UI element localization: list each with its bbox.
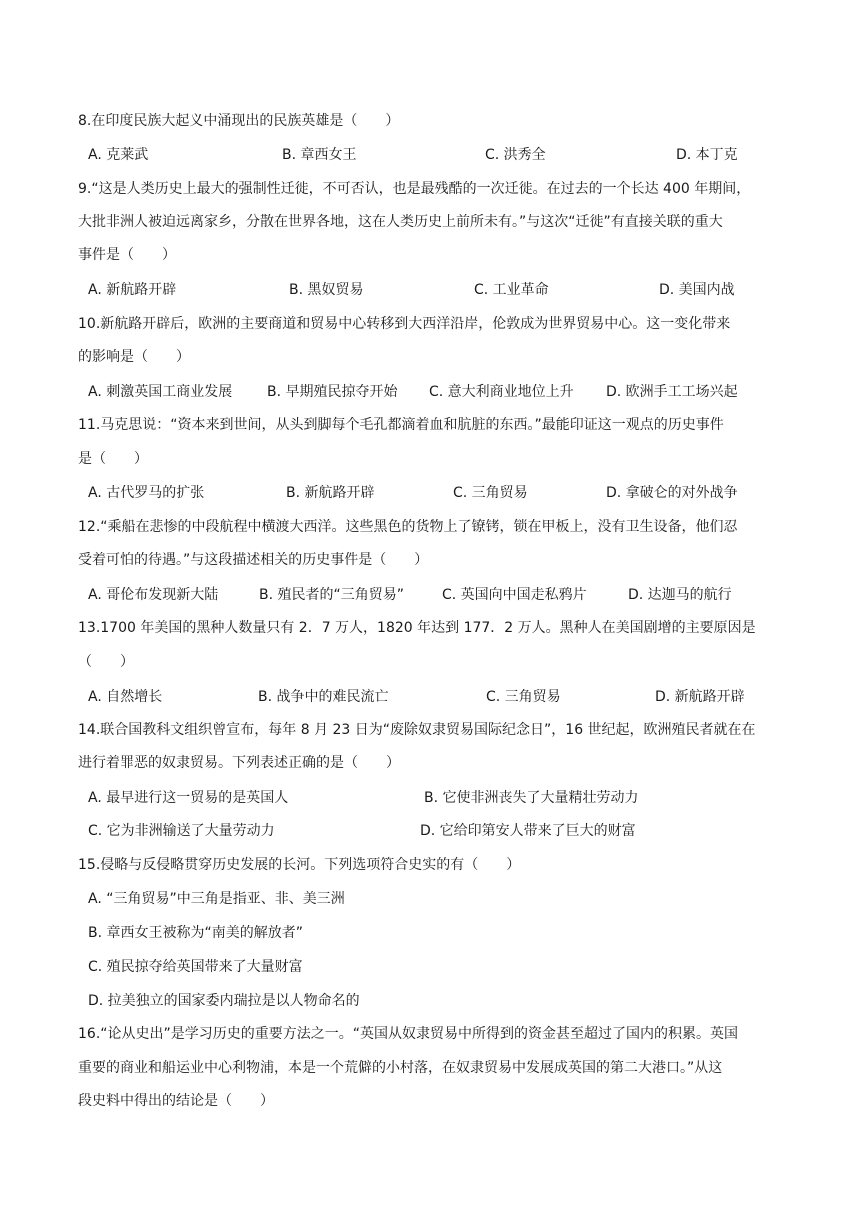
question-16-stem-line-1: 16.“论从史出”是学习历史的重要方法之一。“英国从奴隶贸易中所得到的资金甚至超过了国内的积累。英国	[78, 1026, 739, 1042]
question-10-stem-line-1: 10.新航路开辟后，欧洲的主要商道和贸易中心转移到大西洋沿岸，伦敦成为世界贸易中心。这一变化带来	[78, 316, 731, 332]
option-d: D. 美国内战	[659, 282, 735, 298]
question-16-stem-line-3: 段史料中得出的结论是（ ）	[78, 1093, 274, 1109]
option-a: A. 最早进行这一贸易的是英国人	[88, 790, 289, 806]
question-13-stem-line-2: （ ）	[78, 654, 134, 670]
question-15-option-b-row	[88, 924, 788, 942]
question-9-stem-line-3: 事件是（ ）	[78, 247, 176, 263]
option-c: C. 殖民掠夺给英国带来了大量财富	[88, 959, 303, 975]
question-14-stem-line-2: 进行着罪恶的奴隶贸易。下列表述正确的是（ ）	[78, 755, 400, 771]
option-c: C. 三角贸易	[453, 485, 528, 501]
question-11-stem-line-2: 是（ ）	[78, 451, 148, 467]
question-11-stem-line-1: 11.马克思说：“资本来到世间，从头到脚每个毛孔都滴着血和肮脏的东西。”最能印证这一观点的历史事件	[78, 417, 724, 433]
option-d: D. 新航路开辟	[655, 689, 745, 705]
option-b: B. 它使非洲丧失了大量精壮劳动力	[424, 790, 639, 806]
option-b: B. 早期殖民掠夺开始	[267, 384, 398, 400]
option-b: B. 殖民者的“三角贸易”	[259, 587, 405, 603]
option-c: C. 洪秀全	[485, 147, 546, 163]
option-c: C. 工业革命	[474, 282, 549, 298]
option-b: B. 章西女王	[282, 147, 357, 163]
question-8-options	[88, 146, 788, 164]
question-15-option-d-row	[88, 992, 788, 1010]
question-9-stem-line-1: 9.“这是人类历史上最大的强制性迁徙，不可否认，也是最残酷的一次迁徙。在过去的一个长达 400 年期间，	[78, 181, 751, 197]
question-12-stem-line-2: 受着可怕的待遇。”与这段描述相关的历史事件是（ ）	[78, 552, 429, 568]
option-a: A. 哥伦布发现新大陆	[88, 587, 219, 603]
option-a: A. “三角贸易”中三角是指亚、非、美三洲	[88, 891, 345, 907]
question-10-stem-line-2: 的影响是（ ）	[78, 349, 190, 365]
question-16-stem-line-2: 重要的商业和船运业中心利物浦，本是一个荒僻的小村落，在奴隶贸易中发展成英国的第二大港口。”从这	[78, 1060, 723, 1076]
option-d: D. 欧洲手工工场兴起	[606, 384, 738, 400]
question-8-stem: 8.在印度民族大起义中涌现出的民族英雄是（ ）	[78, 113, 400, 129]
option-b: B. 章西女王被称为“南美的解放者”	[88, 925, 304, 941]
option-c: C. 三角贸易	[486, 689, 561, 705]
question-15-stem: 15.侵略与反侵略贯穿历史发展的长河。下列选项符合史实的有（ ）	[78, 857, 521, 873]
option-d: D. 它给印第安人带来了巨大的财富	[420, 823, 636, 839]
question-15-option-c-row	[88, 958, 788, 976]
question-10-options	[88, 383, 788, 401]
option-a: A. 新航路开辟	[88, 282, 177, 298]
option-a: A. 自然增长	[88, 689, 163, 705]
option-a: A. 古代罗马的扩张	[88, 485, 205, 501]
question-12-options	[88, 586, 788, 604]
question-14-options-row-1	[88, 789, 788, 807]
option-d: D. 拿破仑的对外战争	[606, 485, 738, 501]
question-9-options	[88, 281, 788, 299]
option-a: A. 克莱武	[88, 147, 149, 163]
option-c: C. 它为非洲输送了大量劳动力	[88, 823, 275, 839]
option-b: B. 战争中的难民流亡	[258, 689, 389, 705]
option-d: D. 本丁克	[676, 147, 738, 163]
option-c: C. 意大利商业地位上升	[429, 384, 574, 400]
option-d: D. 达迦马的航行	[628, 587, 732, 603]
question-15-option-a-row	[88, 890, 788, 908]
question-11-options	[88, 484, 788, 502]
question-13-stem-line-1: 13.1700 年美国的黑种人数量只有 2．7 万人，1820 年达到 177．2 万人。黑种人在美国剧增的主要原因是	[78, 620, 756, 636]
option-d: D. 拉美独立的国家委内瑞拉是以人物命名的	[88, 993, 360, 1009]
option-b: B. 新航路开辟	[286, 485, 375, 501]
option-b: B. 黑奴贸易	[289, 282, 364, 298]
question-9-stem-line-2: 大批非洲人被迫远离家乡，分散在世界各地，这在人类历史上前所未有。”与这次“迁徙”有直接关联的重大	[78, 214, 723, 230]
option-c: C. 英国向中国走私鸦片	[442, 587, 587, 603]
option-a: A. 刺激英国工商业发展	[88, 384, 233, 400]
question-13-options	[88, 688, 788, 706]
question-12-stem-line-1: 12.“乘船在悲惨的中段航程中横渡大西洋。这些黑色的货物上了镣铐，锁在甲板上，没有卫生设备，他们忍	[78, 519, 738, 535]
question-14-stem-line-1: 14.联合国教科文组织曾宣布，每年 8 月 23 日为“废除奴隶贸易国际纪念日”，16 世纪起，欧洲殖民者就在在	[78, 722, 756, 738]
question-14-options-row-2	[88, 822, 788, 840]
